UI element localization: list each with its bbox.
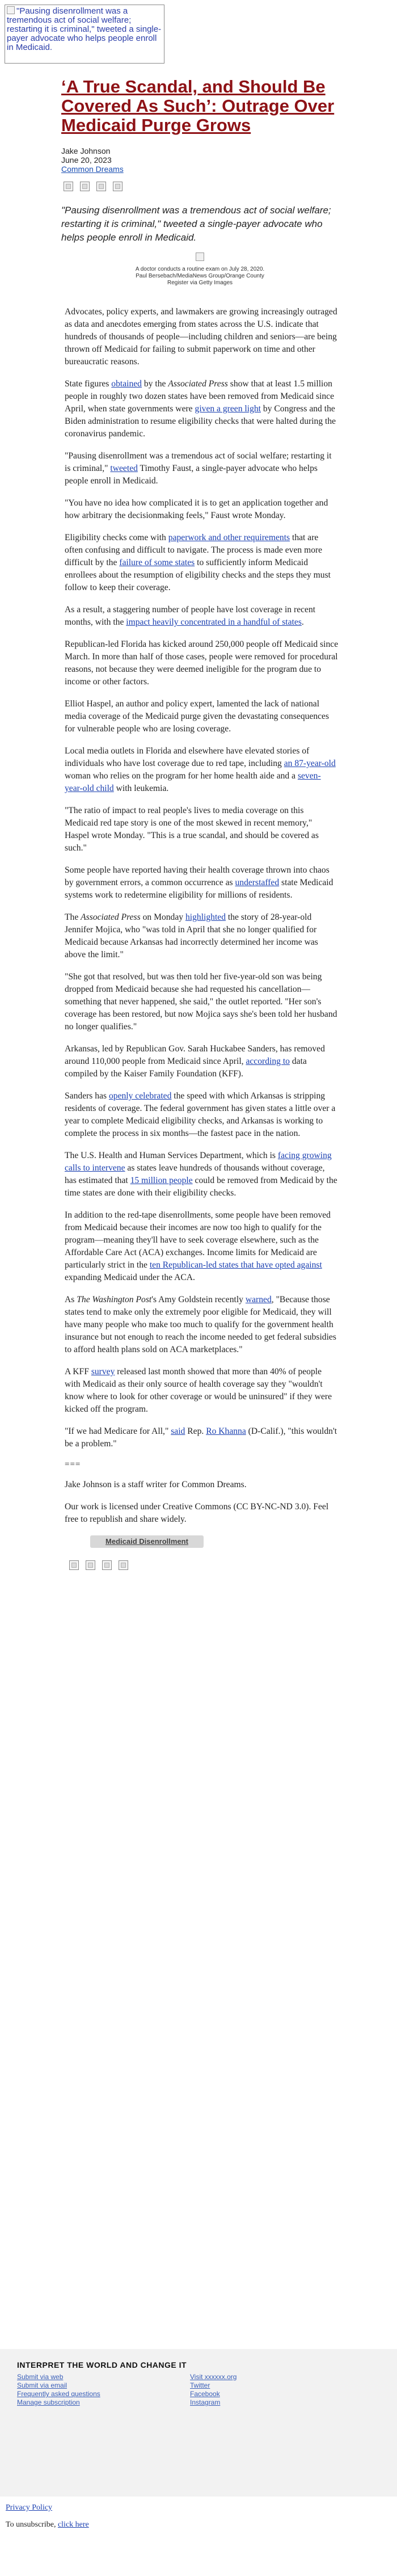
article-meta	[61, 146, 339, 174]
said-link[interactable]: said	[171, 1426, 185, 1436]
paragraph: "If we had Medicare for All," said Rep. Ro Khanna (D-Calif.), "this wouldn't be a problem."	[65, 1426, 337, 1449]
manage-subscription-link[interactable]: Manage subscription	[17, 2398, 80, 2406]
broken-image-icon	[7, 6, 15, 14]
share-icons-top	[64, 182, 339, 191]
author: Jake Johnson	[61, 146, 111, 155]
photo-caption	[61, 266, 339, 287]
paperwork-link[interactable]: paperwork and other requirements	[168, 533, 290, 542]
author-bio: Jake Johnson is a staff writer for Common Dreams.	[65, 1480, 247, 1489]
paragraph: Advocates, policy experts, and lawmakers are growing increasingly outraged as data and anecdotes emerging from states across the U.S. indicate that hundreds of thousands of people—including children and seniors—are being thrown off Medicaid for failing to submit paperwork on time and other bureaucratic reasons.	[65, 307, 337, 367]
article-photo	[61, 252, 339, 287]
obtained-link[interactable]: obtained	[111, 379, 142, 389]
footer-left-links	[17, 2373, 190, 2407]
paragraph: Republican-led Florida has kicked around 250,000 people off Medicaid since March. In more than half of those cases, people were removed for procedural reasons, not because they were deemed ineligible for the program due to income or other factors.	[65, 639, 339, 687]
visit-site-link[interactable]: Visit xxxxxx.org	[190, 2373, 237, 2381]
ro-khanna-link[interactable]: Ro Khanna	[206, 1426, 246, 1436]
separator: ===	[65, 1460, 81, 1469]
source-link[interactable]: Common Dreams	[61, 165, 124, 174]
paragraph: "The ratio of impact to real people's lives to media coverage on this Medicaid red tape story is one of the most skewed in recent memory," Haspel wrote Monday. "This is a true scandal, and should be covered as such."	[65, 806, 319, 853]
republican-states-link[interactable]: ten Republican-led states that have opted against	[149, 1260, 322, 1270]
paragraph: "She got that resolved, but was then told her five-year-old son was being dropped from Medicaid because she had requested his cancellation—something that never happened, she said," the outlet reported. "Her son's coverage has been restored, but now Mojica says she's been told her husband no longer qualifies."	[65, 972, 337, 1032]
email-share-icon[interactable]	[102, 1560, 112, 1570]
paragraph: Sanders has openly celebrated the speed with which Arkansas is stripping residents of coverage. The federal government has given states a little over a year to complete Medicaid eligibility checks, and Arkansas is working to complete the process in six months—the fastest pace in the nation.	[65, 1091, 336, 1138]
article-content	[61, 306, 339, 1570]
email-body	[45, 67, 354, 1570]
87-year-old-link[interactable]: an 87-year-old	[284, 759, 336, 768]
paragraph: The U.S. Health and Human Services Department, which is facing growing calls to intervene as states leave hundreds of thousands without coverage, has estimated that 15 million people could be removed from Medicaid by the time states are done with their eligibility checks.	[65, 1151, 337, 1198]
tweeted-link[interactable]: tweeted	[110, 464, 138, 473]
license-note: Our work is licensed under Creative Commons (CC BY-NC-ND 3.0). Feel free to republish and share widely.	[65, 1502, 329, 1524]
newsletter-footer	[0, 2349, 397, 2497]
footer-right-links	[190, 2373, 363, 2407]
date: June 20, 2023	[61, 155, 112, 165]
topic-tag[interactable]: Medicaid Disenrollment	[90, 1535, 204, 1548]
caption-line: Register via Getty Images	[167, 280, 233, 286]
paragraph: As a result, a staggering number of people have lost coverage in recent months, with the impact heavily concentrated in a handful of states.	[65, 605, 316, 627]
share-icons-bottom	[69, 1560, 339, 1570]
privacy-policy-link[interactable]: Privacy Policy	[6, 2503, 53, 2512]
survey-link[interactable]: survey	[91, 1367, 115, 1377]
facebook-share-icon[interactable]	[69, 1560, 79, 1570]
header-image-alt-text: "Pausing disenrollment was a tremendous act of social welfare; restarting it is criminal," tweeted a single-payer advocate who helps people enroll in Medicaid.	[7, 6, 162, 52]
email-share-icon[interactable]	[96, 182, 106, 191]
unsubscribe-link[interactable]: click here	[57, 2520, 89, 2529]
twitter-link[interactable]: Twitter	[190, 2381, 210, 2389]
impact-concentrated-link[interactable]: impact heavily concentrated in a handful of states	[126, 617, 302, 627]
paragraph: Arkansas, led by Republican Gov. Sarah Huckabee Sanders, has removed around 110,000 people from Medicaid since April, according to data compiled by the Kaiser Family Foundation (KFF).	[65, 1044, 325, 1079]
caption-line: A doctor conducts a routine exam on July 28, 2020.	[135, 266, 265, 272]
reddit-share-icon[interactable]	[113, 182, 123, 191]
faq-link[interactable]: Frequently asked questions	[17, 2390, 100, 2398]
understaffed-link[interactable]: understaffed	[235, 878, 280, 887]
submit-web-link[interactable]: Submit via web	[17, 2373, 64, 2381]
submit-email-link[interactable]: Submit via email	[17, 2381, 67, 2389]
paragraph: Some people have reported having their health coverage thrown into chaos by government errors, a common occurrence as understaffed state Medicaid systems work to redetermine eligibility for millions of residents.	[65, 865, 333, 900]
paragraph: In addition to the red-tape disenrollments, some people have been removed from Medicaid because their incomes are now too high to qualify for the program—meaning they'll have to seek coverage elsewhere, such as the Affordable Care Act (ACA) exchanges. Income limits for Medicaid are particularly strict in the ten Republican-led states that have opted against expanding Medicaid under the ACA.	[65, 1210, 331, 1282]
paragraph: Local media outlets in Florida and elsewhere have elevated stories of individuals who have lost coverage due to red tape, including an 87-year-old woman who relies on the program for her home health aide and a seven-year-old child with leukemia.	[65, 746, 336, 793]
paragraph: The Associated Press on Monday highlighted the story of 28-year-old Jennifer Mojica, who "was told in April that she no longer qualified for Medicaid because Arkansas had incorrectly determined her income was above the limit."	[65, 912, 318, 959]
paragraph: Elliot Haspel, an author and policy expert, lamented the lack of national media coverage of the Medicaid purge given the devastating consequences for vulnerable people who are losing coverage.	[65, 699, 330, 734]
calls-to-intervene-link[interactable]: facing growing calls to intervene	[65, 1151, 332, 1173]
paragraph: "Pausing disenrollment was a tremendous act of social welfare; restarting it is criminal," tweeted Timothy Faust, a single-payer advocate who helps people enroll in Medicaid.	[65, 451, 332, 486]
bottom-links	[6, 2503, 89, 2529]
warned-link[interactable]: warned	[245, 1295, 272, 1304]
according-to-link[interactable]: according to	[246, 1057, 290, 1066]
seven-year-old-link[interactable]: seven-year-old child	[65, 771, 321, 793]
twitter-share-icon[interactable]	[86, 1560, 95, 1570]
failure-of-states-link[interactable]: failure of some states	[119, 558, 195, 567]
15-million-link[interactable]: 15 million people	[130, 1176, 193, 1185]
facebook-link[interactable]: Facebook	[190, 2390, 220, 2398]
instagram-link[interactable]: Instagram	[190, 2398, 221, 2406]
paragraph: State figures obtained by the Associated Press show that at least 1.5 million people in roughly two dozen states have been removed from Medicaid since April, when state governments were given a green light by Congress and the Biden administration to resume eligibility checks that were halted during the coronavirus pandemic.	[65, 379, 336, 439]
article-title[interactable]: ‘A True Scandal, and Should Be Covered As Such’: Outrage Over Medicaid Purge Grows	[61, 77, 335, 135]
twitter-share-icon[interactable]	[80, 182, 90, 191]
openly-celebrated-link[interactable]: openly celebrated	[108, 1091, 172, 1101]
unsubscribe-line: To unsubscribe, click here	[6, 2520, 89, 2529]
paragraph: A KFF survey released last month showed that more than 40% of people with Medicaid as their only source of health coverage say they "wouldn't know where to look for other coverage or would be uninsured" if they were kicked off the program.	[65, 1367, 332, 1414]
green-light-link[interactable]: given a green light	[195, 404, 261, 414]
photo-broken-icon	[196, 252, 204, 261]
pull-quote: "Pausing disenrollment was a tremendous act of social welfare; restarting it is criminal," tweeted a single-payer advocate who helps people enroll in Medicaid.	[61, 205, 331, 243]
footer-heading: INTERPRET THE WORLD AND CHANGE IT	[17, 2360, 187, 2369]
caption-line: Paul Bersebach/MediaNews Group/Orange County	[136, 273, 264, 279]
reddit-share-icon[interactable]	[119, 1560, 128, 1570]
paragraph: As The Washington Post's Amy Goldstein recently warned, "Because those states tend to make only the extremely poor eligible for Medicaid, they will have many people who make too much to qualify for the government health insurance but not enough to reach the income needed to get federal subsidies to afford health plans sold on ACA marketplaces."	[65, 1295, 336, 1354]
facebook-share-icon[interactable]	[64, 182, 73, 191]
header-image-broken	[5, 5, 164, 64]
highlighted-link[interactable]: highlighted	[185, 912, 226, 922]
paragraph: Eligibility checks come with paperwork and other requirements that are often confusing and difficult to navigate. The process is made even more difficult by the failure of some states to sufficiently inform Medicaid enrollees about the resumption of eligibility checks and the steps they must follow to keep their coverage.	[65, 533, 331, 592]
paragraph: "You have no idea how complicated it is to get an application together and how arbitrary the decisionmaking feels," Faust wrote Monday.	[65, 498, 328, 520]
